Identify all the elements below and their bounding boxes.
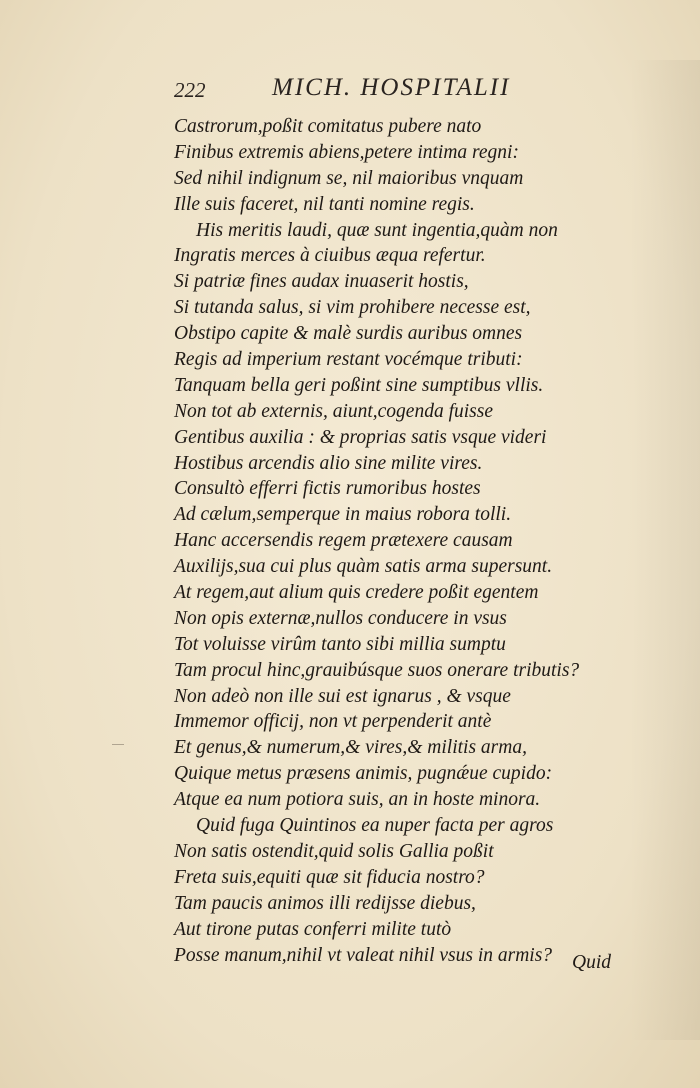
running-head: MICH. HOSPITALII	[272, 74, 511, 101]
verse-line: Si tutanda salus, si vim prohibere necesse est,	[174, 297, 531, 319]
verse-line: Hanc accersendis regem prætexere causam	[174, 530, 513, 552]
verse-line: Hostibus arcendis alio sine milite vires.	[174, 452, 483, 474]
verse-line: Tam paucis animos illi redijsse diebus,	[174, 892, 476, 914]
page-header	[174, 74, 554, 108]
margin-mark	[112, 744, 124, 745]
verse-block	[174, 114, 614, 968]
verse-line: Obstipo capite & malè surdis auribus omnes	[174, 323, 523, 345]
verse-line: Non adeò non ille sui est ignarus , & vsque	[174, 685, 511, 707]
verse-line: Finibus extremis abiens,petere intima regni:	[174, 141, 519, 163]
verse-line: Ille suis faceret, nil tanti nomine regis.	[174, 193, 475, 215]
verse-line: Ingratis merces à ciuibus æqua refertur.	[174, 245, 486, 267]
verse-line: Quique metus præsens animis, pugnǽue cupido:	[174, 763, 553, 785]
verse-line: His meritis laudi, quæ sunt ingentia,quàm non	[196, 219, 558, 241]
verse-line: Et genus,& numerum,& vires,& militis arma,	[174, 737, 527, 759]
facing-page-bleed	[630, 60, 700, 1040]
verse-line: Castrorum,poßit comitatus pubere nato	[174, 116, 482, 137]
verse-line: Non opis externæ,nullos conducere in vsus	[174, 607, 507, 629]
verse-line: Immemor officij, non vt perpenderit antè	[174, 711, 492, 733]
verse-line: Tam procul hinc,grauibúsque suos onerare tributis?	[174, 659, 580, 681]
verse-line: Si patriæ fines audax inuaserit hostis,	[174, 271, 469, 293]
catchword: Quid	[572, 952, 611, 973]
page-number: 222	[174, 78, 206, 102]
verse-line: Ad cælum,semperque in maius robora tolli.	[174, 504, 512, 526]
verse-line: Quid fuga Quintinos ea nuper facta per agros	[196, 815, 554, 837]
verse-line: Regis ad imperium restant vocémque tributi:	[174, 349, 523, 371]
verse-line: Tot voluisse virûm tanto sibi millia sumptu	[174, 633, 506, 655]
verse-line: Tanquam bella geri poßint sine sumptibus vllis.	[174, 374, 544, 396]
verse-line: Gentibus auxilia : & proprias satis vsque videri	[174, 426, 547, 448]
verse-line: Sed nihil indignum se, nil maioribus vnquam	[174, 167, 524, 189]
verse-line: Atque ea num potiora suis, an in hoste minora.	[174, 789, 541, 811]
verse-line: Posse manum,nihil vt valeat nihil vsus in armis?	[174, 944, 553, 966]
verse-line: Aut tirone putas conferri milite tutò	[174, 918, 452, 940]
verse-line: At regem,aut alium quis credere poßit egentem	[174, 582, 539, 604]
verse-line: Non tot ab externis, aiunt,cogenda fuisse	[174, 400, 494, 422]
verse-line: Non satis ostendit,quid solis Gallia poßit	[174, 840, 494, 862]
verse-line: Auxilijs,sua cui plus quàm satis arma supersunt.	[174, 556, 553, 578]
verse-line: Freta suis,equiti quæ sit fiducia nostro?	[174, 866, 485, 888]
verse-line: Consultò efferri fictis rumoribus hostes	[174, 478, 481, 500]
